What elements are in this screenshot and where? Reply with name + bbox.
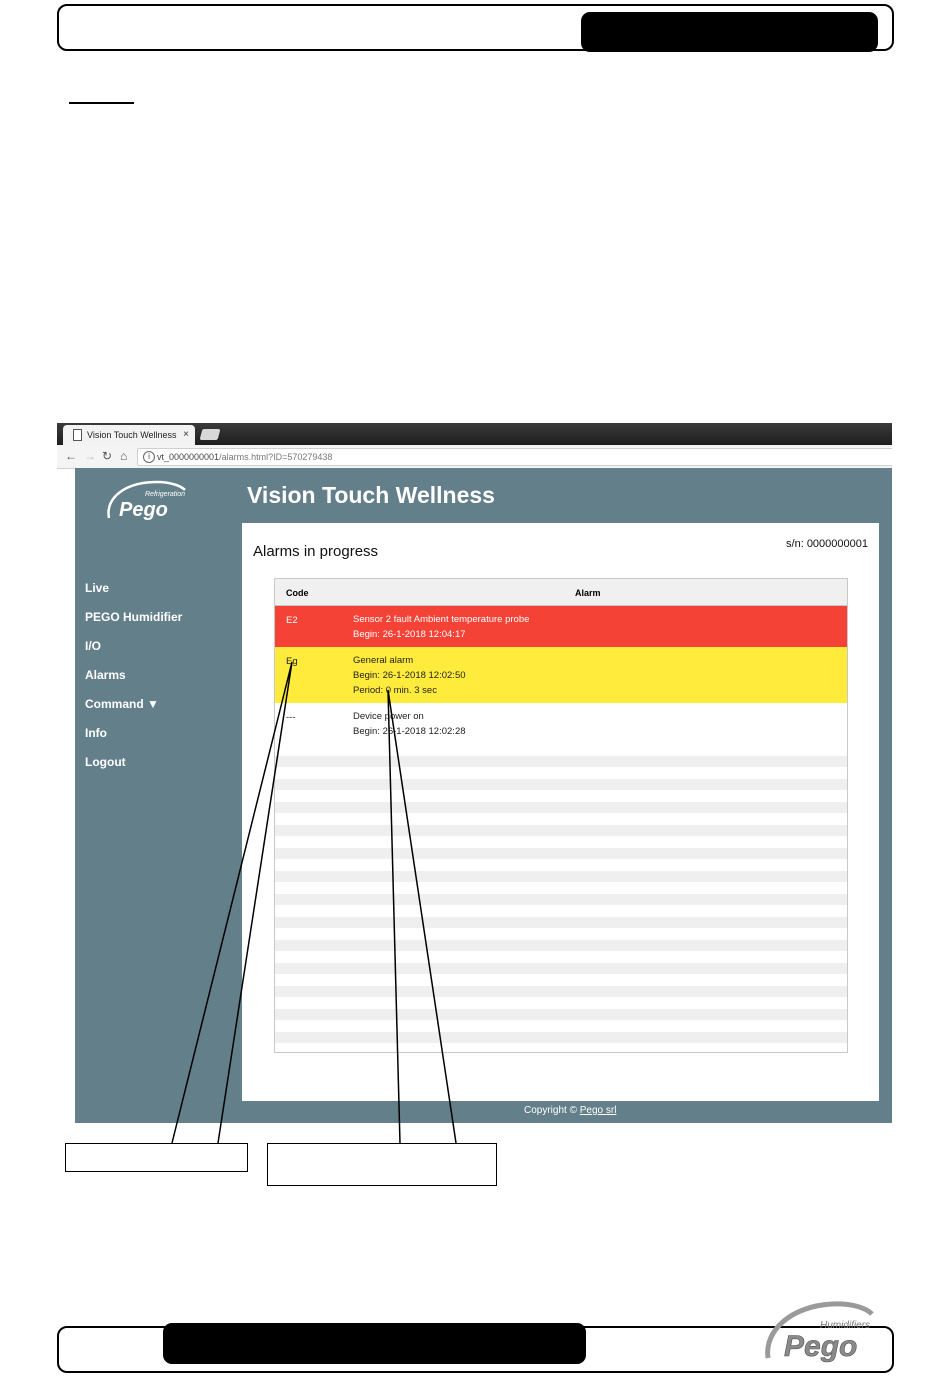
callout-line-code bbox=[172, 662, 292, 1143]
url-path: /alarms.html?ID=570279438 bbox=[219, 452, 333, 462]
alarm-begin: Begin: 26-1-2018 12:02:50 bbox=[353, 670, 466, 681]
sidebar-item-info[interactable]: Info bbox=[85, 726, 107, 740]
back-icon[interactable]: ← bbox=[65, 449, 77, 463]
callout-line-period bbox=[388, 690, 456, 1143]
pego-link[interactable]: Pego srl bbox=[579, 1105, 617, 1116]
sidebar-item-pego-humidifier[interactable]: PEGO Humidifier bbox=[85, 610, 183, 624]
logo-refrigeration-small: Refrigeration bbox=[145, 491, 186, 498]
sidebar-item-io[interactable]: I/O bbox=[85, 639, 102, 653]
alarm-description: General alarm bbox=[353, 655, 414, 666]
sidebar-item-logout[interactable]: Logout bbox=[85, 755, 126, 769]
copyright-text: Copyright © bbox=[524, 1105, 580, 1116]
alarm-description: Sensor 2 fault Ambient temperature probe bbox=[353, 614, 530, 625]
alarm-code: --- bbox=[286, 712, 296, 723]
header-code: Code bbox=[286, 588, 309, 598]
sidebar-item-alarms[interactable]: Alarms bbox=[85, 668, 126, 682]
callout-box-code bbox=[65, 1143, 248, 1172]
alarm-begin: Begin: 26-1-2018 12:04:17 bbox=[353, 629, 466, 640]
app-title: Vision Touch Wellness bbox=[247, 482, 495, 508]
page-title: Alarms in progress bbox=[253, 543, 379, 560]
logo-pego-text: Pego bbox=[784, 1330, 858, 1363]
alarm-period: Period: 0 min. 3 sec bbox=[353, 685, 437, 696]
tab-title: Vision Touch Wellness bbox=[87, 430, 177, 440]
home-icon[interactable]: ⌂ bbox=[120, 449, 128, 463]
serial-number: s/n: 0000000001 bbox=[786, 538, 868, 550]
alarm-code: E2 bbox=[286, 615, 298, 626]
reload-icon[interactable]: ↻ bbox=[102, 449, 113, 463]
alarm-begin: Begin: 26-1-2018 12:02:28 bbox=[353, 726, 466, 737]
url-host: vt_0000000001 bbox=[157, 452, 220, 462]
logo-humidifiers-small: Humidifiers bbox=[820, 1320, 871, 1331]
sidebar-item-live[interactable]: Live bbox=[85, 581, 110, 595]
forward-icon[interactable]: → bbox=[84, 449, 96, 463]
sidebar-item-command[interactable]: Command ▼ bbox=[85, 697, 159, 711]
info-icon[interactable]: i bbox=[143, 451, 155, 463]
header-alarm: Alarm bbox=[575, 588, 601, 598]
alarm-code: Eg bbox=[286, 656, 298, 667]
close-icon[interactable]: × bbox=[183, 429, 189, 440]
callout-box-period bbox=[267, 1143, 497, 1186]
logo-text: Pego bbox=[119, 499, 168, 521]
alarm-description: Device power on bbox=[353, 711, 424, 722]
